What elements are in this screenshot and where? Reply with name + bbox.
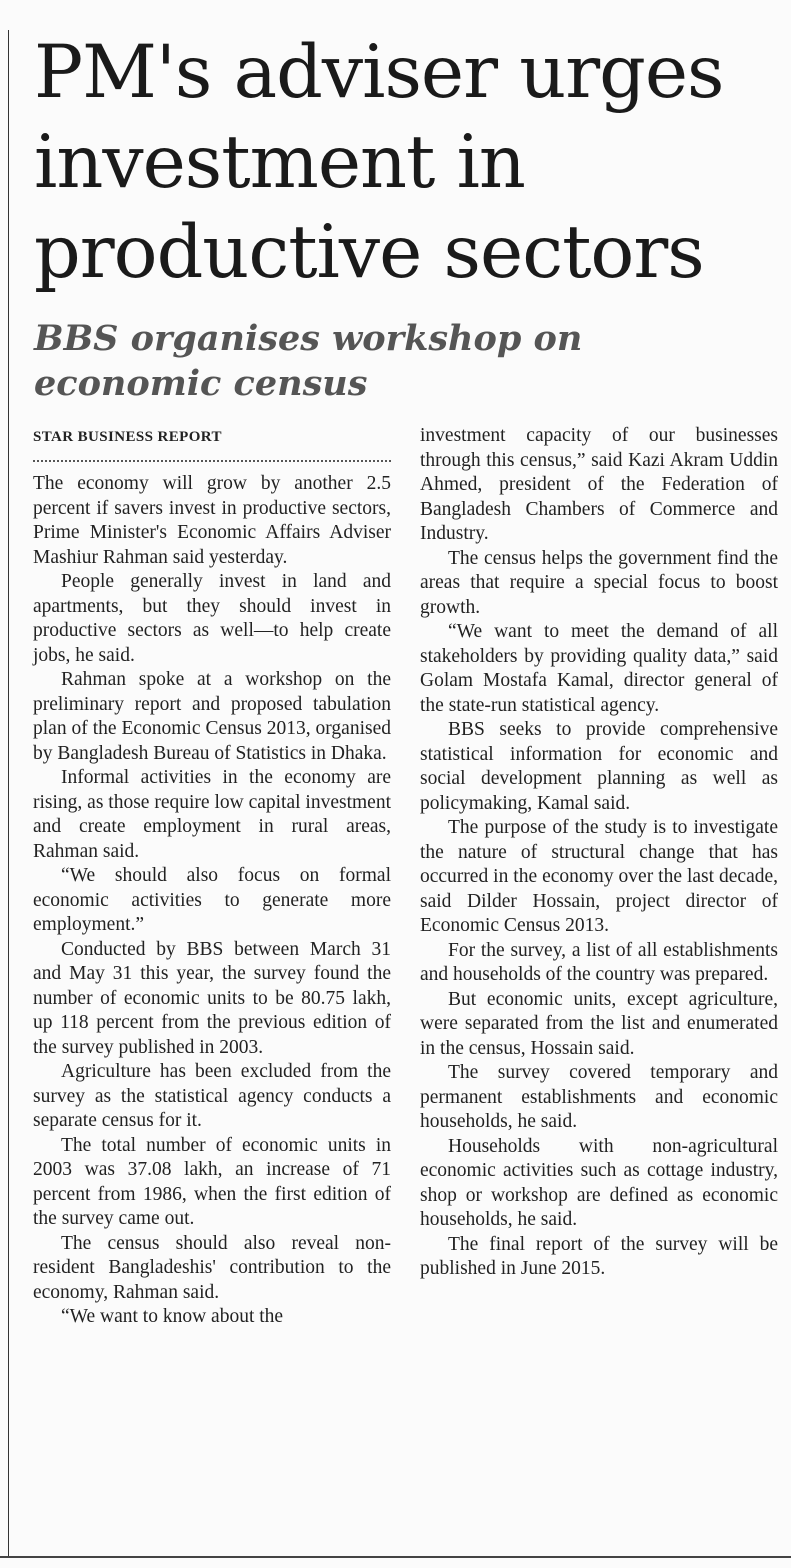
paragraph: The final report of the survey will be published in June 2015. — [420, 1233, 778, 1279]
paragraph: “We want to know about the — [61, 1306, 284, 1327]
paragraph: BBS seeks to provide comprehensive statistical information for economic and social development planning as well as policymaking, Kamal said. — [420, 719, 778, 814]
paragraph: The economy will grow by another 2.5 percent if savers invest in productive sectors, Prime Minister's Economic Affairs Adviser Mashiur Rahman said yesterday. — [33, 473, 391, 568]
paragraph: Informal activities in the economy are rising, as those require low capital investment and create employment in rural areas, Rahman said. — [33, 767, 391, 862]
paragraph: Conducted by BBS between March 31 and May 31 this year, the survey found the number of economic units to be 80.75 lakh, up 118 percent from the previous edition of the survey published in 2003. — [33, 938, 391, 1058]
paragraph: But economic units, except agriculture, were separated from the list and enumerated in the census, Hossain said. — [420, 988, 778, 1059]
paragraph: The purpose of the study is to investigate the nature of structural change that has occurred in the economy over the last decade, said Dilder Hossain, project director of Economic Census 2013. — [420, 817, 778, 936]
article-column-right — [420, 424, 778, 1282]
paragraph: “We want to meet the demand of all stakeholders by providing quality data,” said Golam Mostafa Kamal, director general of the state-run statistical agency. — [420, 621, 778, 716]
paragraph: People generally invest in land and apartments, but they should invest in productive sectors as well—to help create jobs, he said. — [33, 571, 391, 666]
paragraph: The total number of economic units in 2003 was 37.08 lakh, an increase of 71 percent from 1986, when the first edition of the survey came out. — [33, 1134, 391, 1229]
bottom-rule — [0, 1556, 791, 1558]
paragraph: Agriculture has been excluded from the survey as the statistical agency conducts a separate census for it. — [33, 1061, 391, 1131]
paragraph: The census should also reveal non-resident Bangladeshis' contribution to the economy, Rahman said. — [33, 1232, 391, 1303]
paragraph: The census helps the government find the areas that require a special focus to boost growth. — [420, 547, 778, 618]
byline-dotted-divider — [33, 450, 391, 462]
paragraph: For the survey, a list of all establishments and households of the country was prepared. — [420, 939, 778, 985]
left-column-rule — [8, 30, 9, 1558]
paragraph: “We should also focus on formal economic activities to generate more employment.” — [33, 865, 391, 935]
paragraph: Rahman spoke at a workshop on the preliminary report and proposed tabulation plan of the Economic Census 2013, organised by Bangladesh Bureau of Statistics in Dhaka. — [33, 669, 391, 764]
headline: PM's adviser urges investment in productive sectors — [34, 30, 724, 295]
paragraph: The survey covered temporary and permanent establishments and economic households, he said. — [420, 1062, 778, 1132]
paragraph: Households with non-agricultural economic activities such as cottage industry, shop or workshop are defined as economic households, he said. — [420, 1135, 778, 1230]
byline: STAR BUSINESS REPORT — [33, 429, 222, 445]
subheadline: BBS organises workshop on economic census — [34, 318, 583, 404]
paragraph-continued: investment capacity of our businesses through this census,” said Kazi Akram Uddin Ahmed, president of the Federation of Bangladesh Chambers of Commerce and Industry. — [420, 425, 778, 544]
article-column-left — [33, 424, 391, 1330]
